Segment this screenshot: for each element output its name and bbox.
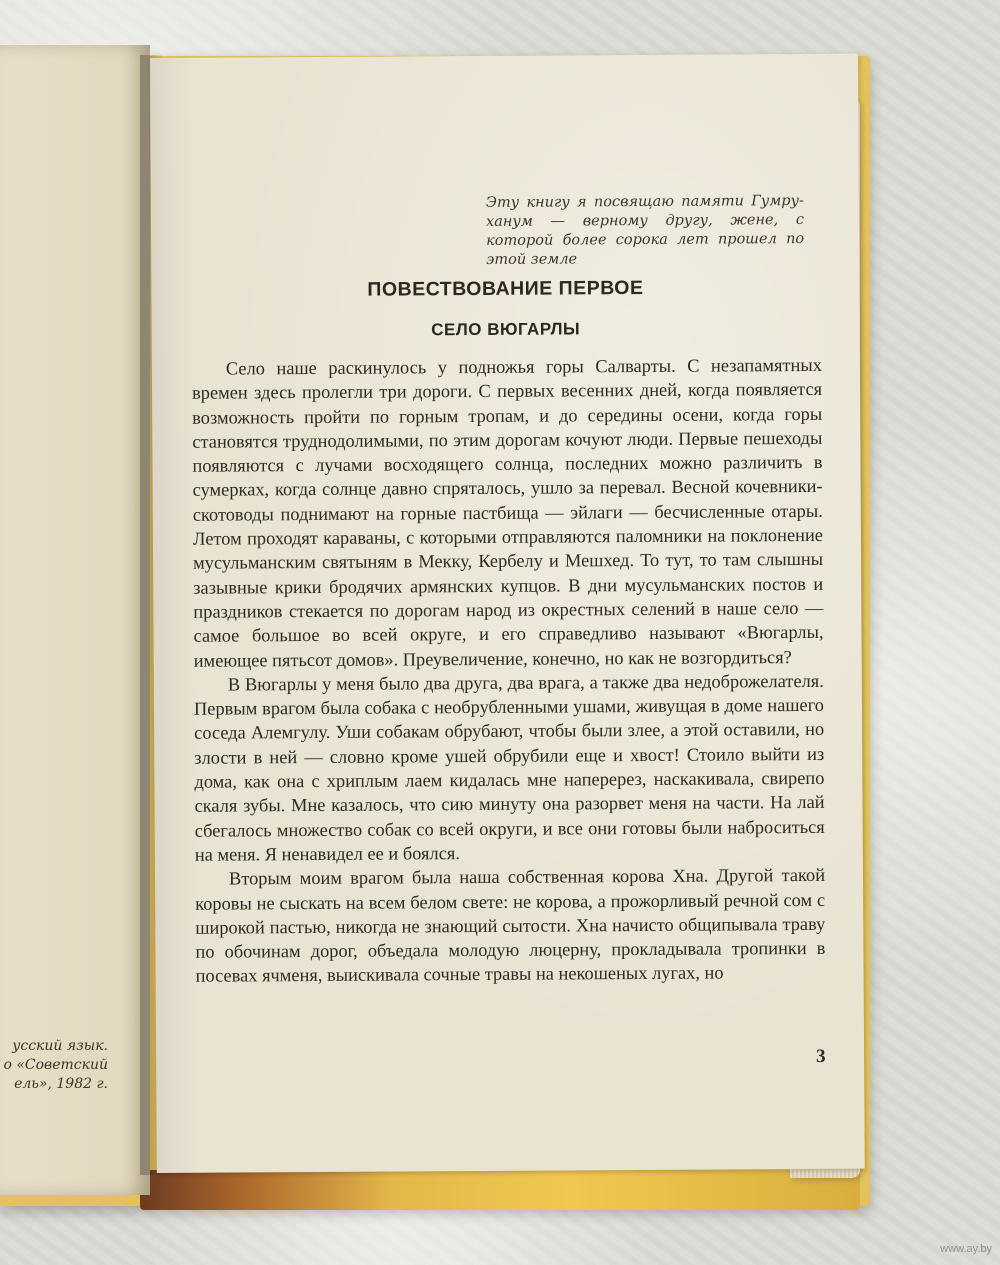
paragraph: В Вюгарлы у меня было два друга, два врага, а также два недоброжелателя. Первым врагом была собака с необрубленными ушами, живущая в доме нашего соседа Алемгулу. Уши собакам обрубают, чтобы были злее, а этой оставили, но злости в ней — словно кроме ушей обрубили еще и хвост! Стоило выйти из дома, как она с хриплым лаем кидалась мне наперерез, наскакивала, свирепо скаля зубы. Мне казалось, что сию минуту она разорвет меня на части. На лай сбегалось множество собак со всей округи, и все они готовы были наброситься на меня. Я ненавидел ее и боялся. — [193, 670, 825, 865]
book-cover-bottom-edge — [140, 1170, 860, 1210]
paragraph: Село наше раскинулось у подножья горы Салварты. С незапамятных времен здесь пролегли три дороги. С первых весенних дней, когда появляется возможность пройти по горным тропам, и до середины осени, когда горы становятся труднодолимыми, по этим дорогам кочуют люди. Первые пешеходы появляются с лучами восходящего солнца, последних можно различить в сумерках, когда солнце давно спряталось, ушло за перевал. Весной кочевники-скотоводы поднимают на горные пастбища — эйлаги — бесчисленные отары. Летом проходят караваны, с которыми отправляются паломники на поклонение мусульманским святыням в Мекку, Кербелу и Мешхед. То тут, то там слышны зазывные крики бродячих армянских купцов. В дни мусульманских постов и праздников стекается по дорогам народ из окрестных селений в наше село — самое большое во всей округе, и его справедливо называют «Вюгарлы, имеющее пятьсот домов». Преувеличение, конечно, но как не возгордиться? — [191, 354, 824, 671]
body-text — [192, 353, 826, 989]
dedication: Эту книгу я посвящаю памяти Гумру-ханум — верному другу, жене, с которой более сорока лет прошел по этой земле — [485, 193, 805, 268]
chapter-title: СЕЛО ВЮГАРЛЫ — [431, 319, 581, 340]
part-title: ПОВЕСТВОВАНИЕ ПЕРВОЕ — [367, 276, 644, 301]
right-page — [150, 54, 865, 1173]
imprint-line: о «Советский — [3, 1057, 108, 1073]
imprint-line: усский язык. — [12, 1038, 108, 1054]
imprint-text — [0, 1037, 150, 1094]
imprint-line: ель», 1982 г. — [14, 1076, 108, 1092]
page-number: 3 — [816, 1045, 826, 1067]
paragraph: Вторым моим врагом была наша собственная корова Хна. Другой такой коровы не сыскать на всем белом свете: не корова, а прожорливый речной сом с широкой пастью, никогда не знающий сытости. Хна начисто общипывала траву по обочинам дорог, объедала молодую люцерну, прокладывала тропинки в посевах ячменя, выискивала сочные травы на некошеных лугах, но — [195, 865, 826, 987]
watermark: www.ay.by — [940, 1243, 992, 1255]
left-page — [0, 45, 150, 1195]
